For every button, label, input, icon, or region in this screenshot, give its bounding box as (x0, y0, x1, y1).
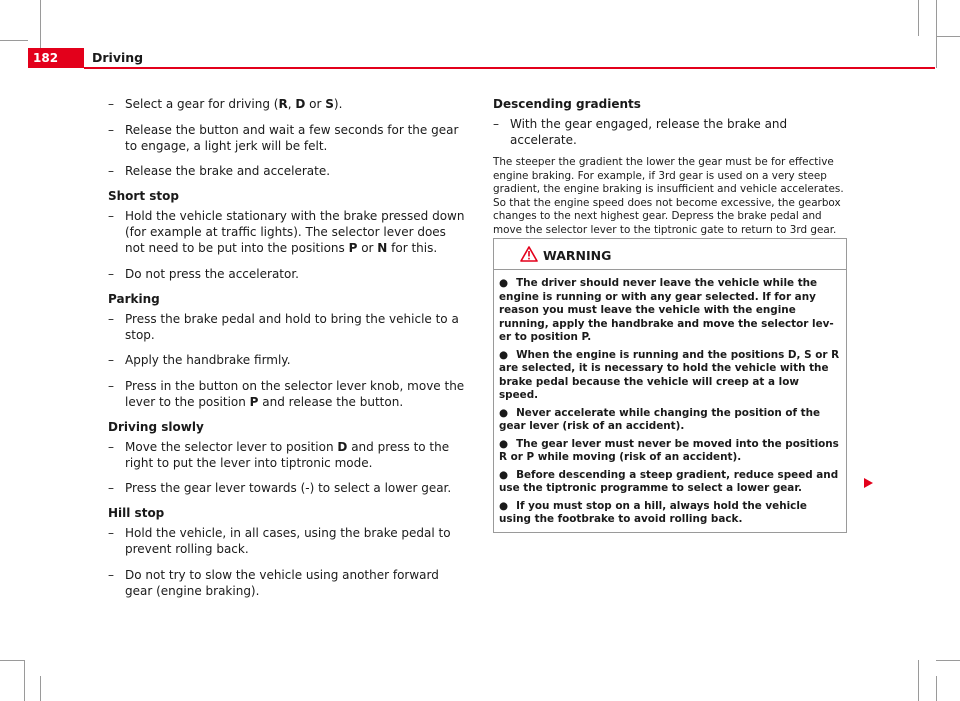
warning-text: When the engine is running and the positions D, S or R are selected, it is necessary to hold the vehicle with the brake pedal because the vehicle will creep at a low speed. (499, 348, 840, 401)
right-column (493, 96, 848, 237)
warning-item (499, 407, 841, 434)
step-text: , (287, 97, 296, 111)
step-text: Press the brake pedal and hold to bring the vehicle to a stop. (125, 311, 459, 342)
warning-triangle-icon (520, 246, 538, 262)
gear-letter: D (337, 439, 348, 454)
gear-letter: D (295, 97, 306, 111)
crop-mark (918, 0, 919, 36)
warning-item (499, 349, 841, 403)
dash: – (108, 481, 114, 495)
left-column (108, 96, 466, 608)
step-text: Do not press the accelerator. (125, 266, 299, 281)
warning-item (499, 277, 841, 345)
step-text: or (305, 97, 326, 111)
heading-parking: Parking (108, 291, 160, 306)
step-text: and release the button. (258, 394, 404, 409)
bullet: ● (499, 499, 509, 512)
dash: – (108, 439, 114, 454)
gear-letter: N (377, 241, 388, 255)
step-parking-brake (108, 311, 466, 343)
step-text: Apply the handbrake firmly. (125, 353, 291, 367)
dash: – (108, 164, 114, 178)
step-text: Release the button and wait a few seconds for the gear to engage, a light jerk will be felt. (125, 122, 459, 153)
step-driving-slowly-lower-gear (108, 480, 466, 496)
dash: – (108, 567, 114, 582)
dash: – (108, 353, 114, 367)
step-text: for this. (387, 241, 438, 255)
step-text: Press in the button on the selector lever knob, move the lever to the position (125, 378, 465, 409)
heading-descending-gradients: Descending gradients (493, 97, 641, 111)
bullet: ● (499, 406, 509, 419)
step-release-brake (108, 163, 466, 179)
heading-driving-slowly: Driving slowly (108, 419, 204, 434)
dash: – (108, 378, 114, 393)
step-parking-handbrake (108, 352, 466, 368)
step-descending (493, 116, 848, 148)
step-hill-stop-hold (108, 525, 466, 557)
step-text: Release the brake and accelerate. (125, 164, 331, 178)
step-parking-lever (108, 378, 466, 410)
crop-mark (40, 0, 41, 48)
step-hill-stop-gear (108, 567, 466, 599)
step-text: Hold the vehicle stationary with the brake pressed down (for example at traffic lights). The selector lever does not need to be put into the positions (125, 209, 465, 255)
crop-mark (24, 660, 25, 701)
step-text: Hold the vehicle, in all cases, using the brake pedal to prevent rolling back. (125, 526, 451, 556)
bullet: ● (499, 437, 509, 450)
step-text: Do not try to slow the vehicle using another forward gear (engine braking). (125, 567, 439, 598)
section-title: Driving (92, 50, 144, 65)
step-short-stop-hold (108, 208, 466, 256)
heading-hill-stop: Hill stop (108, 506, 165, 520)
step-text: ). (333, 97, 343, 111)
step-text: and press to the right to put the lever into tiptronic mode. (125, 439, 450, 470)
warning-item (499, 469, 841, 496)
warning-title: WARNING (543, 248, 612, 263)
gear-letter: R (278, 97, 288, 111)
warning-text: The driver should never leave the vehicle while the engine is running or with any gear selected. If for any reason you must leave the vehicle with the engine running, apply the handbrake and move the selector lever to position P. (499, 277, 834, 343)
crop-mark (936, 676, 937, 701)
step-text: Select a gear for driving ( (125, 97, 279, 111)
step-text: Press the gear lever towards (-) to select a lower gear. (125, 481, 452, 495)
crop-mark (40, 676, 41, 701)
step-text: Move the selector lever to position (125, 439, 338, 454)
page-number: 182 (28, 48, 84, 68)
dash: – (108, 526, 114, 540)
crop-mark (936, 660, 960, 661)
warning-item (499, 500, 841, 527)
dash: – (108, 266, 114, 281)
step-driving-slowly-lever (108, 439, 466, 471)
warning-header (494, 239, 846, 270)
descending-paragraph: The steeper the gradient the lower the gear must be for effective engine braking. For example, if 3rd gear is used on a very steep gradient, the engine braking is insufficient and vehicle accelerates. So that the engine speed does not become excessive, the gearbox changes to the next highest gear. Depress the brake pedal and move the selector lever to the tiptronic gate to return to 3rd gear. (493, 156, 844, 236)
step-text: or (357, 241, 378, 255)
gear-letter: S (325, 97, 334, 111)
warning-text: If you must stop on a hill, always hold the vehicle using the footbrake to avoid rolling back. (499, 499, 807, 525)
bullet: ● (499, 348, 509, 361)
next-page-arrow-icon (862, 477, 874, 489)
step-short-stop-accelerator (108, 266, 466, 282)
crop-mark (936, 0, 937, 68)
warning-item (499, 438, 841, 465)
crop-mark (936, 36, 960, 37)
dash: – (108, 122, 114, 137)
step-release-button (108, 122, 466, 154)
step-text: With the gear engaged, release the brake and accelerate. (510, 117, 788, 147)
crop-mark (0, 660, 24, 661)
crop-mark (918, 660, 919, 701)
warning-box (493, 238, 847, 533)
dash: – (108, 209, 114, 223)
dash: – (108, 311, 114, 326)
gear-letter: P (249, 394, 259, 409)
gear-letter: P (348, 241, 358, 255)
dash: – (493, 117, 499, 131)
dash: – (108, 97, 114, 111)
warning-body (494, 270, 846, 532)
warning-text: Never accelerate while changing the position of the gear lever (risk of an accident). (499, 406, 821, 432)
warning-text: The gear lever must never be moved into the positions R or P while moving (risk of an accident). (499, 437, 839, 463)
header-rule (84, 67, 935, 69)
warning-text: Before descending a steep gradient, reduce speed and use the tiptronic programme to select a lower gear. (499, 468, 839, 494)
heading-short-stop: Short stop (108, 189, 179, 203)
crop-mark (0, 40, 28, 41)
bullet: ● (499, 277, 509, 289)
step-select-gear (108, 96, 466, 112)
bullet: ● (499, 468, 509, 481)
